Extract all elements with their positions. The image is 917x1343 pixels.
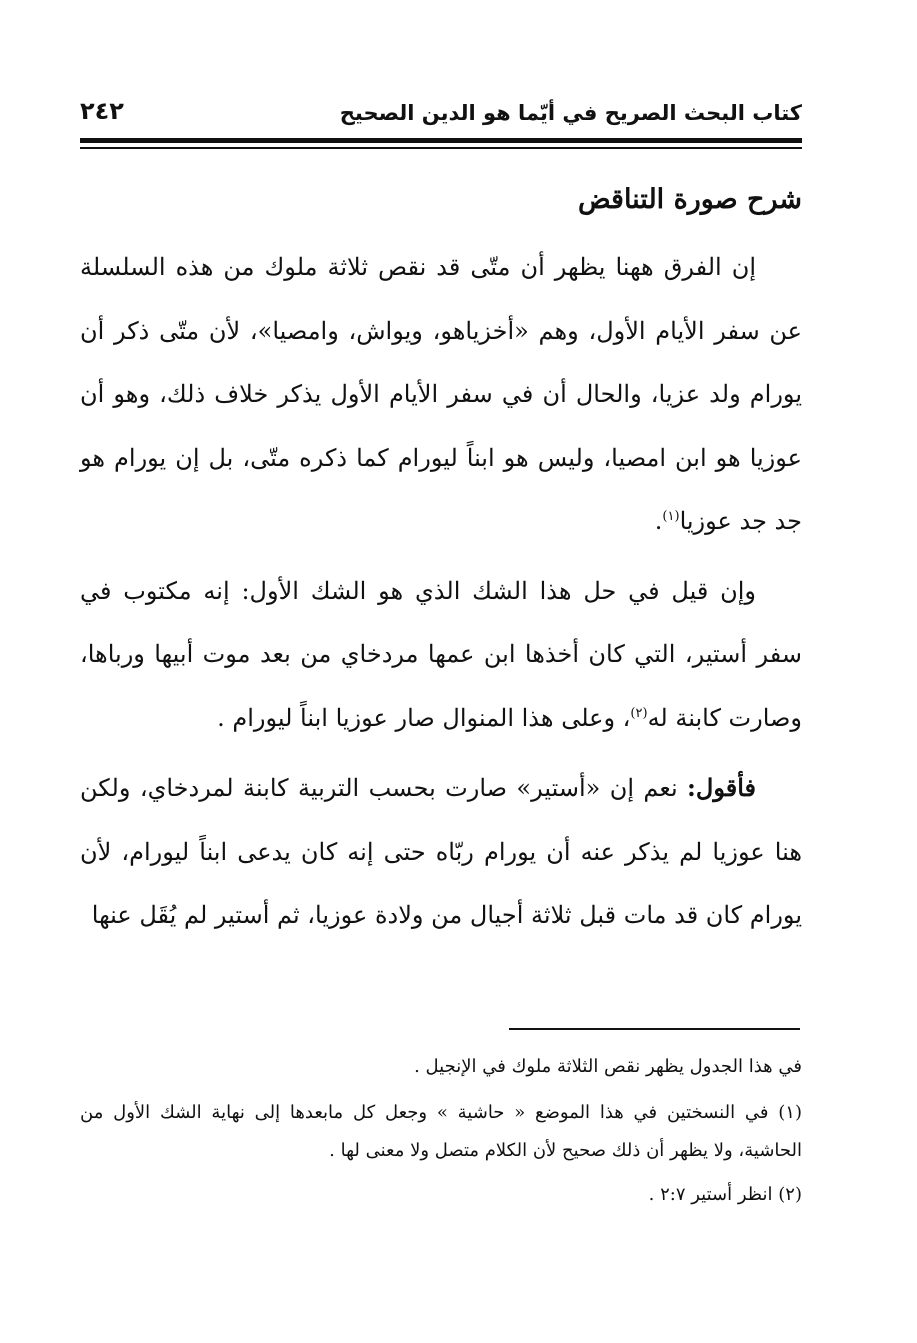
footnote: في هذا الجدول يظهر نقص الثلاثة ملوك في الإنجيل . xyxy=(414,1056,802,1077)
paragraph-text: ، وعلى هذا المنوال صار عوزيا ابناً ليورام . xyxy=(217,703,631,732)
footnote-ref: (٢) xyxy=(630,705,648,721)
section-title: شرح صورة التناقض xyxy=(577,184,802,215)
paragraph xyxy=(80,236,802,554)
running-title: كتاب البحث الصريح في أيّما هو الدين الصحيح xyxy=(339,101,802,125)
footnote-separator xyxy=(509,1028,800,1030)
footnotes xyxy=(80,1048,802,1220)
paragraph-text: . xyxy=(654,507,663,535)
header-rule-thin xyxy=(80,147,802,149)
paragraph xyxy=(80,560,802,751)
page-header xyxy=(80,96,802,132)
footnote: (٢) انظر أستير ٢:٧ . xyxy=(648,1184,802,1205)
main-text xyxy=(80,172,802,948)
paragraph-text: وإن قيل في حل هذا الشك الذي هو الشك الأول: إنه مكتوب في سفر أستير، التي كان أخذها ابن عمها مردخاي من بعد موت أبيها ورباها، وصارت كابنة له xyxy=(80,576,802,732)
footnote-ref: (١) xyxy=(662,509,680,524)
header-rule-thick xyxy=(80,138,802,143)
paragraph xyxy=(80,756,802,948)
paragraph-text: نعم إن «أستير» صارت بحسب التربية كابنة لمردخاي، ولكن هنا عوزيا لم يذكر عنه أن يورام ربّاه حتى إنه كان يدعى ابناً ليورام، لأن يورام كان قد مات قبل ثلاثة أجيال من ولادة عوزيا، ثم أستير لم يُقَل عنها xyxy=(80,774,802,929)
footnote: (١) في النسختين في هذا الموضع « حاشية » وجعل كل مابعدها إلى نهاية الشك الأول من الحاشية، ولا يظهر أن ذلك صحيح لأن الكلام متصل ولا معنى لها . xyxy=(80,1102,802,1161)
page-number: ٢٤٢ xyxy=(80,97,124,125)
lead-word: فأقول: xyxy=(687,773,756,802)
paragraph-text: إن الفرق ههنا يظهر أن متّى قد نقص ثلاثة ملوك من هذه السلسلة عن سفر الأيام الأول، وهم «أخزياهو، ويواش، وامصيا»، لأن متّى ذكر أن يورام ولد عزيا، والحال أن في سفر الأيام الأول يذكر خلاف ذلك، وهو أن عوزيا هو ابن امصيا، وليس هو ابناً ليورام كما ذكره متّى، بل إن يورام هو جد جد عوزيا xyxy=(80,253,802,535)
